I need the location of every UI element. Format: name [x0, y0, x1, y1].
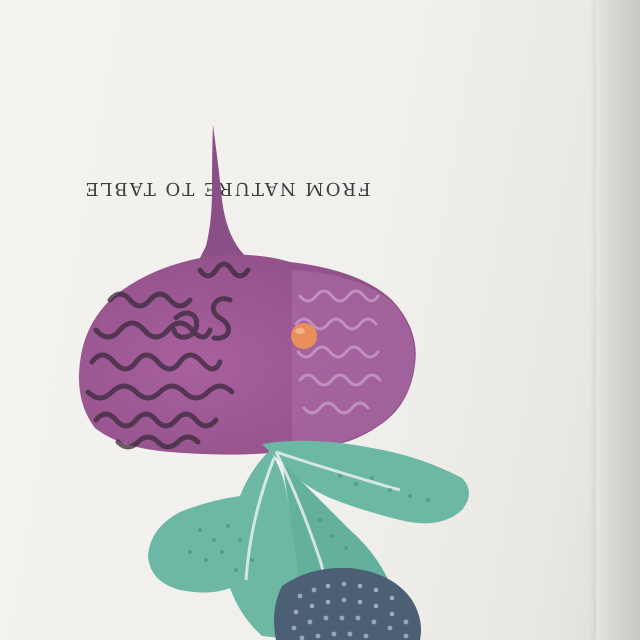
caption-text: FROM NATURE TO TABLE — [83, 178, 371, 199]
button-highlight — [295, 328, 305, 334]
beet-right-tint — [292, 270, 415, 448]
beet-root — [198, 125, 250, 262]
button-dot — [291, 323, 317, 349]
